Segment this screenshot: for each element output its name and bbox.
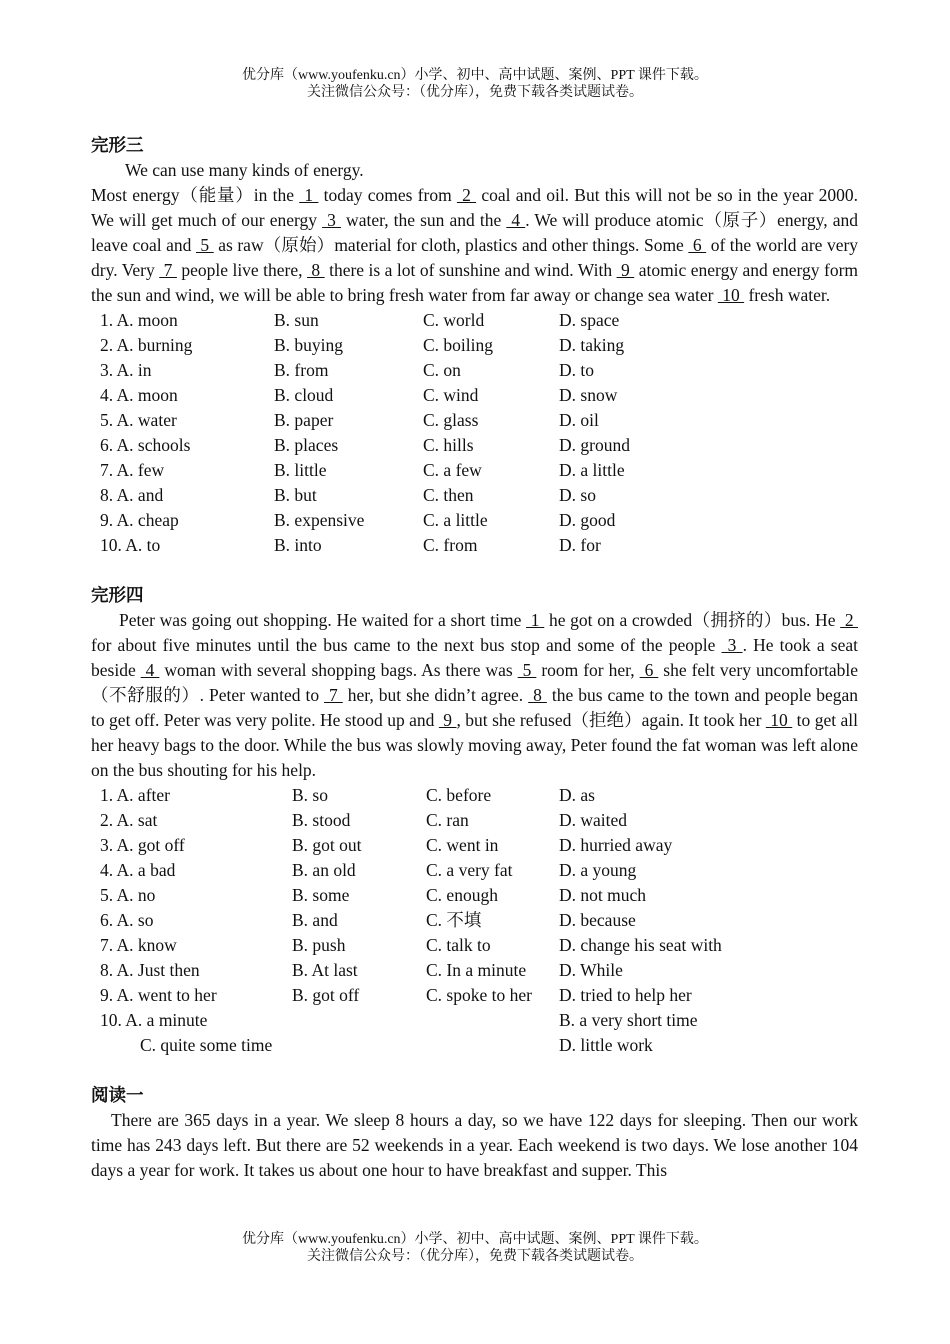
section-title-cloze3: 完形三 <box>91 135 144 155</box>
option-a: 3. A. in <box>100 360 152 380</box>
cloze4-option-row <box>91 958 858 983</box>
option-a: 9. A. cheap <box>100 510 179 530</box>
answer-blank: 8 <box>306 260 325 280</box>
page-header <box>0 67 950 101</box>
option-b: B. At last <box>292 960 358 980</box>
option-b: B. stood <box>292 810 351 830</box>
passage-text: to get all her heavy bags to the door. While the bus was slowly moving away, Peter found the fat woman was left alone on the bus shouting for his help. <box>91 710 859 780</box>
answer-blank: 6 <box>639 660 659 680</box>
option-b: B. cloud <box>274 385 334 405</box>
answer-blank: 9 <box>438 710 457 730</box>
option-b: B. got off <box>292 985 360 1005</box>
option-c: C. spoke to her <box>426 985 532 1005</box>
option-a: 2. A. burning <box>100 335 193 355</box>
option-a: 5. A. water <box>100 410 177 430</box>
footer-line-1: 优分库（www.youfenku.cn）小学、初中、高中试题、案例、PPT 课件下载。 <box>242 1232 708 1247</box>
cloze4-option-row <box>91 883 858 908</box>
answer-blank: 4 <box>140 660 160 680</box>
passage-text: Most energy（能量）in the <box>91 185 300 205</box>
option-c: C. boiling <box>423 335 494 355</box>
cloze3-option-row <box>91 508 858 533</box>
option-c: C. 不填 <box>426 910 482 930</box>
passage-text: people live there, <box>176 260 307 280</box>
option-c: C. on <box>423 360 461 380</box>
passage-text: fresh water. <box>744 285 831 305</box>
option-c: C. world <box>423 310 485 330</box>
answer-blank: 2 <box>456 185 477 205</box>
option-d: D. waited <box>559 810 628 830</box>
option-a: 1. A. after <box>100 785 170 805</box>
option-c: C. went in <box>426 835 499 855</box>
answer-blank: 3 <box>721 635 743 655</box>
cloze4-option-row <box>91 983 858 1008</box>
option-c: C. In a minute <box>426 960 527 980</box>
cloze3-option-row <box>91 408 858 433</box>
option-a: 10. A. to <box>100 535 161 555</box>
section-title-reading1: 阅读一 <box>91 1085 144 1105</box>
cloze3-intro: We can use many kinds of energy. <box>125 160 364 180</box>
option-d: D. taking <box>559 335 625 355</box>
option-a: 3. A. got off <box>100 835 185 855</box>
option-b: B. an old <box>292 860 356 880</box>
answer-blank: 8 <box>528 685 547 705</box>
passage-text: . He took a seat beside <box>91 635 858 680</box>
cloze3-option-row <box>91 433 858 458</box>
option-c: C. a little <box>423 510 488 530</box>
option-b: B. buying <box>274 335 344 355</box>
option-c: C. ran <box>426 810 469 830</box>
document-body <box>91 133 858 1183</box>
option-d: D. oil <box>559 410 599 430</box>
cloze3-option-row <box>91 308 858 333</box>
option-d: D. for <box>559 535 601 555</box>
answer-blank: 3 <box>322 210 341 230</box>
answer-blank: 5 <box>517 660 537 680</box>
option-a: 1. A. moon <box>100 310 178 330</box>
answer-blank: 4 <box>506 210 526 230</box>
answer-blank: 10 <box>765 710 793 730</box>
option-c: C. a few <box>423 460 482 480</box>
cloze4-option-row <box>91 808 858 833</box>
passage-text: atomic energy and energy form the sun and wind, we will be able to bring fresh water from far away or change sea water <box>91 260 859 305</box>
answer-blank: 9 <box>616 260 635 280</box>
option-b: B. a very short time <box>559 1010 698 1030</box>
cloze4-option-row <box>91 908 858 933</box>
option-c: C. before <box>426 785 492 805</box>
option-c: C. hills <box>423 435 474 455</box>
passage-text: there is a lot of sunshine and wind. With <box>324 260 617 280</box>
passage-text: room for her, <box>536 660 640 680</box>
answer-blank: 1 <box>299 185 319 205</box>
option-b: B. into <box>274 535 322 555</box>
answer-blank: 5 <box>195 235 214 255</box>
option-b: B. but <box>274 485 317 505</box>
option-d: D. space <box>559 310 620 330</box>
option-d: D. While <box>559 960 623 980</box>
option-a: 4. A. moon <box>100 385 178 405</box>
option-d: D. little work <box>559 1035 653 1055</box>
passage-text: the bus came to the town and people began to get off. Peter was very polite. He stood up and <box>91 685 859 730</box>
option-a: 10. A. a minute <box>100 1010 208 1030</box>
option-d: D. not much <box>559 885 647 905</box>
cloze3-option-row <box>91 483 858 508</box>
option-b: B. places <box>274 435 339 455</box>
cloze3-option-row <box>91 533 858 558</box>
option-d: D. good <box>559 510 616 530</box>
passage-text: she felt very uncomfortable（不舒服的）. Peter wanted to <box>91 660 858 705</box>
answer-blank: 6 <box>688 235 707 255</box>
cloze4-option-row-10b <box>91 1033 858 1058</box>
option-b: B. push <box>292 935 346 955</box>
option-a: 6. A. so <box>100 910 154 930</box>
answer-blank: 1 <box>526 610 545 630</box>
passage-text: . We will produce atomic（原子）energy, and leave coal and <box>91 210 859 255</box>
passage-text: of the world are very dry. Very <box>91 235 859 280</box>
option-b: B. so <box>292 785 328 805</box>
option-c: C. quite some time <box>140 1035 273 1055</box>
option-d: D. as <box>559 785 595 805</box>
passage-text: woman with several shopping bags. As there was <box>159 660 518 680</box>
option-c: C. enough <box>426 885 498 905</box>
option-c: C. a very fat <box>426 860 513 880</box>
cloze4-option-row <box>91 858 858 883</box>
option-a: 8. A. and <box>100 485 164 505</box>
cloze3-option-row <box>91 458 858 483</box>
option-a: 7. A. few <box>100 460 165 480</box>
cloze3-option-row <box>91 358 858 383</box>
option-c: C. talk to <box>426 935 491 955</box>
passage-text: for about five minutes until the bus came to the next bus stop and some of the people <box>91 635 722 655</box>
option-a: 5. A. no <box>100 885 156 905</box>
option-a: 8. A. Just then <box>100 960 200 980</box>
option-a: 6. A. schools <box>100 435 191 455</box>
passage-text: water, the sun and the <box>340 210 507 230</box>
cloze3-passage <box>91 183 858 308</box>
passage-text: Peter was going out shopping. He waited for a short time <box>119 610 527 630</box>
option-d: D. so <box>559 485 596 505</box>
option-b: B. sun <box>274 310 319 330</box>
cloze3-option-row <box>91 383 858 408</box>
header-line-2: 关注微信公众号：（优分库），免费下载各类试题试卷。 <box>307 85 643 100</box>
option-d: D. snow <box>559 385 618 405</box>
option-d: D. hurried away <box>559 835 673 855</box>
option-b: B. some <box>292 885 350 905</box>
option-d: D. tried to help her <box>559 985 692 1005</box>
passage-text: coal and oil. But this will not be so in the year 2000. We will get much of our energy <box>91 185 859 230</box>
cloze4-option-row <box>91 933 858 958</box>
option-d: D. a young <box>559 860 637 880</box>
section-title-cloze4: 完形四 <box>91 585 144 605</box>
option-a: 9. A. went to her <box>100 985 217 1005</box>
option-b: B. little <box>274 460 327 480</box>
option-b: B. paper <box>274 410 334 430</box>
passage-text: he got on a crowded（拥挤的）bus. He <box>544 610 841 630</box>
option-b: B. from <box>274 360 329 380</box>
passage-text: as raw（原始）material for cloth, plastics and other things. Some <box>213 235 689 255</box>
header-line-1: 优分库（www.youfenku.cn）小学、初中、高中试题、案例、PPT 课件下载。 <box>242 68 708 83</box>
option-c: C. wind <box>423 385 479 405</box>
passage-text: her, but she didn’t agree. <box>342 685 529 705</box>
option-d: D. change his seat with <box>559 935 722 955</box>
option-d: D. because <box>559 910 636 930</box>
cloze3-options <box>91 308 858 558</box>
answer-blank: 10 <box>717 285 745 305</box>
option-b: B. expensive <box>274 510 365 530</box>
option-d: D. ground <box>559 435 630 455</box>
option-b: B. got out <box>292 835 362 855</box>
cloze4-options <box>91 783 858 1008</box>
option-c: C. glass <box>423 410 479 430</box>
answer-blank: 2 <box>840 610 859 630</box>
option-a: 2. A. sat <box>100 810 158 830</box>
option-a: 4. A. a bad <box>100 860 176 880</box>
option-a: 7. A. know <box>100 935 177 955</box>
cloze4-option-row <box>91 783 858 808</box>
cloze4-passage <box>91 608 858 783</box>
passage-text: , but she refused（拒绝）again. It took her <box>456 710 766 730</box>
passage-text: today comes from <box>318 185 457 205</box>
option-d: D. to <box>559 360 594 380</box>
footer-line-2: 关注微信公众号：（优分库），免费下载各类试题试卷。 <box>307 1249 643 1264</box>
option-c: C. then <box>423 485 474 505</box>
cloze4-option-row <box>91 833 858 858</box>
option-c: C. from <box>423 535 478 555</box>
answer-blank: 7 <box>324 685 343 705</box>
cloze3-option-row <box>91 333 858 358</box>
page-footer <box>0 1231 950 1265</box>
answer-blank: 7 <box>159 260 177 280</box>
cloze4-option-row-10a <box>91 1008 858 1033</box>
option-d: D. a little <box>559 460 625 480</box>
reading1-passage: There are 365 days in a year. We sleep 8 hours a day, so we have 122 days for sleeping. Then our work time has 243 days left. But there are 52 weekends in a year. Each weekend is two days. We lose another 104 days a year for work. It takes us about one hour to have breakfast and supper. This <box>91 1110 858 1180</box>
option-b: B. and <box>292 910 338 930</box>
